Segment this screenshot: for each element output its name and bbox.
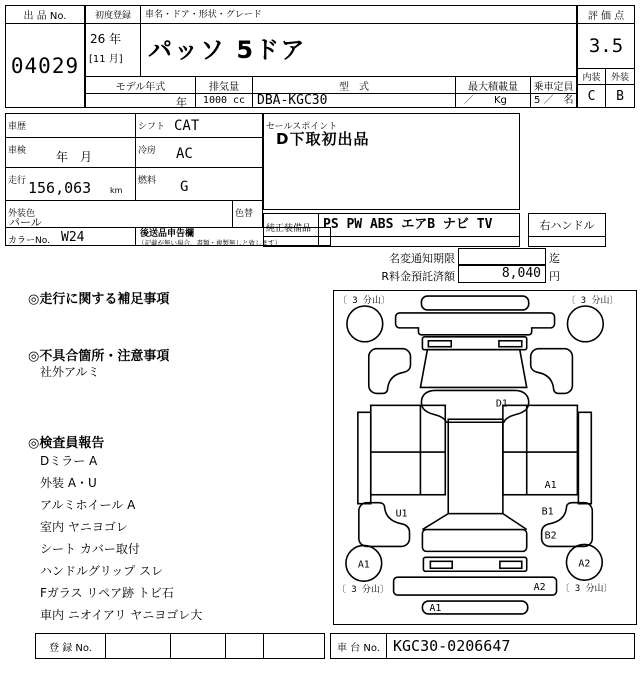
mileage-label: 走行 <box>8 176 27 186</box>
tire-front-right <box>567 306 603 342</box>
windshield <box>420 350 526 388</box>
ac-label: 冷房 <box>138 146 157 156</box>
front-grille <box>422 337 526 350</box>
taillight-right <box>500 561 522 568</box>
doors-right <box>503 405 578 494</box>
fuel-cell <box>135 167 263 201</box>
exterior-color-value: パール <box>9 216 42 229</box>
later-items-label: 後送品申告欄 <box>140 229 195 239</box>
exterior-grade: B <box>616 88 624 104</box>
vehicle-header-table <box>85 5 577 108</box>
score-box <box>577 5 635 108</box>
ac-value: AC <box>176 146 193 162</box>
exterior-color-cell <box>5 200 233 228</box>
equipment-value-cell: PS PW ABS エアB ナビ TV <box>318 213 520 237</box>
rear-bumper <box>394 577 557 595</box>
first-registration-year: 26 年 <box>90 32 122 46</box>
shaken-cell <box>5 137 136 168</box>
color-change-label: 色替 <box>235 209 254 219</box>
first-registration-label: 初度登録 <box>86 6 141 24</box>
roof <box>448 419 503 513</box>
model-code-value: DBA-KGC30 <box>253 94 456 107</box>
score-label: 評 価 点 <box>578 6 634 24</box>
shift-value: CAT <box>174 118 200 134</box>
sales-point-box <box>263 113 520 210</box>
interior-grade: C <box>578 85 606 107</box>
mark-wheel-rear-left: A1 <box>357 559 370 571</box>
side-sill-right <box>578 412 591 503</box>
inspector-item: 室内 ヤニヨゴレ <box>40 520 128 534</box>
car-damage-diagram <box>334 291 636 624</box>
inspector-item: 外装 A・U <box>40 476 97 490</box>
mileage-cell <box>5 167 136 201</box>
inspector-title: ◎検査員報告 <box>28 436 105 451</box>
mark-hood: D1 <box>495 398 508 410</box>
mark-rear-sill: A1 <box>429 602 442 614</box>
chassis-no-box <box>330 633 635 659</box>
inspector-item: 車内 ニオイアリ ヤニヨゴレ大 <box>40 608 203 622</box>
name-change-deadline-box <box>458 248 546 265</box>
model-year-label: モデル年式 <box>86 76 196 94</box>
front-bumper <box>396 313 555 335</box>
shift-label: シフト <box>138 122 166 132</box>
inspector-item: ハンドルグリップ スレ <box>40 564 164 578</box>
history-label: 車歴 <box>8 122 27 132</box>
max-load-label: 最大積載量 <box>456 76 531 94</box>
mileage-notes-title: ◎走行に関する補足事項 <box>28 292 170 307</box>
registration-no-cell <box>106 634 171 658</box>
later-items-note: （記載が無い場合、書類・複製無しと致します） <box>138 239 281 247</box>
registration-no-label: 登 録 No. <box>36 634 106 658</box>
recycle-fee-suffix: 円 <box>549 270 560 283</box>
front-fender-left <box>369 349 411 394</box>
doors-left <box>371 405 446 494</box>
tread-rear-left-label: 〔 3 分山〕 <box>336 585 389 596</box>
inspector-item: アルミホイール A <box>40 498 136 512</box>
doors-left-dividers <box>371 405 446 494</box>
fuel-value: G <box>180 179 189 195</box>
ac-cell <box>135 137 263 168</box>
mark-right-rear-b2: B2 <box>544 530 557 542</box>
recycle-fee-label: R料金預託済額 <box>381 270 455 283</box>
tread-front-right-label: 〔 3 分山〕 <box>566 296 619 307</box>
capacity-value: 5 ／ 名 <box>534 95 574 106</box>
interior-label: 内装 <box>578 69 606 85</box>
registration-no-cell <box>226 634 264 658</box>
defect-title: ◎不具合箇所・注意事項 <box>28 349 170 364</box>
car-name-value: パッソ 5ドア <box>148 36 307 64</box>
taillight-left <box>430 561 452 568</box>
exterior-label: 外装 <box>606 69 634 85</box>
displacement-label: 排気量 <box>196 76 253 94</box>
rear-light-bar <box>423 557 526 571</box>
headlight-left <box>428 341 451 347</box>
color-change-cell <box>232 200 263 228</box>
handle-cell: 右ハンドル <box>528 213 606 237</box>
chassis-no-label: 車 台 No. <box>331 634 387 658</box>
shift-cell <box>135 113 263 138</box>
lot-number-box <box>5 5 85 108</box>
damage-diagram-box <box>333 290 637 625</box>
exterior-color-label: 外装色 <box>8 209 36 219</box>
capacity-label: 乗車定員 <box>531 76 576 94</box>
hood <box>421 390 528 422</box>
mark-rear-bumper: A2 <box>533 582 546 594</box>
sales-point-label: セールスポイント <box>266 122 338 132</box>
color-no-label: カラーNo. <box>8 236 50 246</box>
defect-item: 社外アルミ <box>40 365 100 379</box>
history-cell <box>5 113 136 138</box>
shaken-value: 年 月 <box>56 150 93 164</box>
equipment-extra-value-cell <box>318 236 520 247</box>
displacement-value: 1000 cc <box>196 94 253 107</box>
inspector-item: Fガラス リペア跡 トビ石 <box>40 586 174 600</box>
shaken-label: 車検 <box>8 146 27 156</box>
lot-number-label: 出 品 No. <box>6 6 84 24</box>
registration-no-cell <box>171 634 226 658</box>
recycle-fee-value: 8,040 <box>458 265 546 283</box>
sales-point-value: D下取初出品 <box>276 130 370 148</box>
max-load-value: ／ Kg <box>456 94 531 107</box>
name-change-deadline-label: 名変通知期限 <box>389 252 455 265</box>
tire-front-left <box>347 306 383 342</box>
lot-number-value: 04029 <box>10 53 80 78</box>
registration-no-cell <box>264 634 324 658</box>
mark-right-side: A1 <box>544 479 557 491</box>
mileage-unit: km <box>110 186 123 195</box>
front-roof-edge <box>421 296 528 310</box>
equipment-label: 純正装備品 <box>266 224 312 234</box>
equipment-label-cell <box>263 213 319 237</box>
mileage-value: 156,063 <box>28 179 92 197</box>
color-no-value: W24 <box>61 230 85 245</box>
mark-left-rear-fender: U1 <box>395 508 408 520</box>
model-code-label: 型 式 <box>253 76 456 94</box>
mark-right-rear-b1: B1 <box>541 506 554 518</box>
rear-gate <box>422 530 526 552</box>
inspector-item: シート カバー取付 <box>40 542 140 556</box>
mark-wheel-rear-right: A2 <box>578 558 591 570</box>
front-fender-right <box>531 349 573 394</box>
score-value: 3.5 <box>578 24 634 69</box>
color-no-cell <box>5 227 136 246</box>
model-year-value: 年 <box>86 94 196 107</box>
handle-extra-cell <box>528 236 606 247</box>
inspector-item: Dミラー A <box>40 454 98 468</box>
car-name-header-label: 車名・ドア・形状・グレード <box>141 6 576 24</box>
side-sill-left <box>358 412 371 503</box>
equipment-extra-label-cell <box>263 236 319 247</box>
name-change-deadline-suffix: 迄 <box>549 252 560 265</box>
doors-right-dividers <box>503 405 578 494</box>
headlight-right <box>499 341 522 347</box>
chassis-no-value: KGC30-0206647 <box>393 637 511 655</box>
registration-no-box <box>35 633 325 659</box>
first-registration-month: [11 月] <box>89 54 123 65</box>
rear-pillar-lines <box>422 514 526 530</box>
fuel-label: 燃料 <box>138 176 157 186</box>
tread-rear-right-label: 〔 3 分山〕 <box>560 584 613 595</box>
tread-front-left-label: 〔 3 分山〕 <box>337 296 390 307</box>
first-registration-cell <box>86 24 141 76</box>
